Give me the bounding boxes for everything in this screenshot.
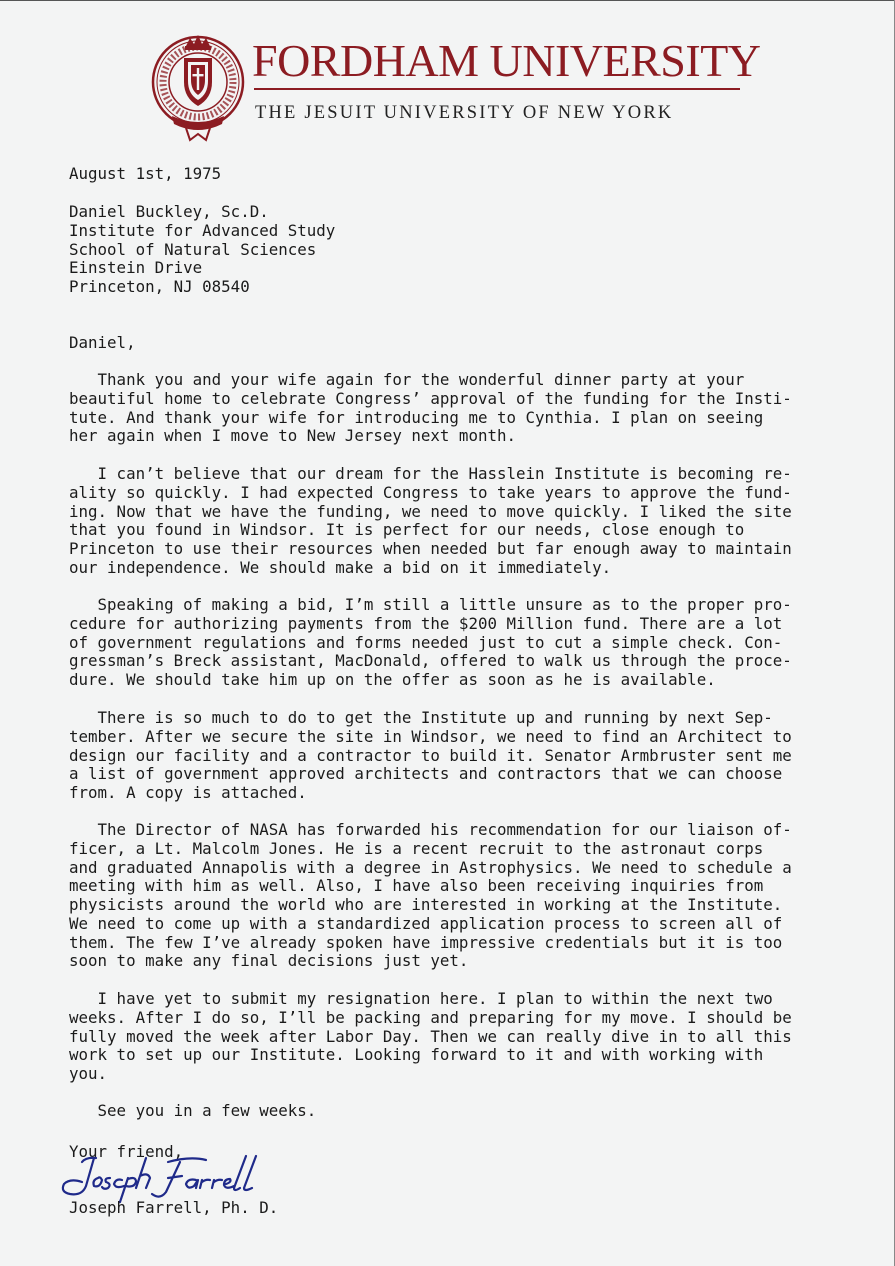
body-paragraph-6: I have yet to submit my resignation here. I plan to within the next two weeks. After I do so, I’ll be packing and preparing for my move. I should be fully moved the week after Labor Day. Then we can really dive in to all this work to set up our Institute. Looking forward to it and with working with you. — [69, 989, 792, 1083]
fordham-seal-icon — [150, 24, 246, 142]
body-paragraph-3: Speaking of making a bid, I’m still a little unsure as to the proper pro- cedure for authorizing payments from the $200 Million fund. There are a lot of government regulations and forms needed just to cut a simple check. Con- gressman’s Breck assistant, MacDonald, offered to walk us through the proce- dure. We should take him up on the offer as soon as he is available. — [69, 595, 792, 689]
body-paragraph-5: The Director of NASA has forwarded his recommendation for our liaison of- ficer, a Lt. Malcolm Jones. He is a recent recruit to the astronaut corps and graduated Annapolis with a degree in Astrophysics. We need to schedule a meeting with him as well. Also, I have also been receiving inquiries from physicists around the world who are interested in working at the Institute. We need to come up with a standardized application process to screen all of them. The few I’ve already spoken have impressive credentials but it is too soon to make any final decisions just yet. — [69, 820, 792, 971]
university-name: FORDHAM UNIVERSITY — [252, 35, 761, 86]
recipient-address: Daniel Buckley, Sc.D. Institute for Advanced Study School of Natural Sciences Einstein Drive Princeton, NJ 08540 — [69, 202, 336, 296]
body-paragraph-7: See you in a few weeks. — [69, 1101, 317, 1120]
signer-name: Joseph Farrell, Ph. D. — [69, 1198, 279, 1217]
body-paragraph-1: Thank you and your wife again for the wonderful dinner party at your beautiful home to celebrate Congress’ approval of the funding for the Insti- tute. And thank your wife for introducing me to Cynthia. I plan on seeing her again when I move to New Jersey next month. — [69, 370, 792, 446]
letterhead-rule — [254, 88, 740, 90]
university-tagline: THE JESUIT UNIVERSITY OF NEW YORK — [255, 103, 674, 123]
page-top-border — [0, 0, 895, 1]
closing: Your friend, — [69, 1142, 184, 1161]
salutation: Daniel, — [69, 333, 136, 352]
handwritten-signature — [56, 1152, 262, 1204]
body-paragraph-2: I can’t believe that our dream for the Hasslein Institute is becoming re- ality so quickly. I had expected Congress to take years to approve the fund- ing. Now that we have the funding, we need to move quickly. I liked the site that you found in Windsor. It is perfect for our needs, close enough to Princeton to use their resources when needed but far enough away to maintain our independence. We should make a bid on it immediately. — [69, 464, 792, 577]
body-paragraph-4: There is so much to do to get the Institute up and running by next Sep- tember. After we secure the site in Windsor, we need to find an Architect to design our facility and a contractor to build it. Senator Armbruster sent me a list of government approved architects and contractors that we can choose from. A copy is attached. — [69, 708, 792, 802]
letter-date: August 1st, 1975 — [69, 164, 222, 183]
